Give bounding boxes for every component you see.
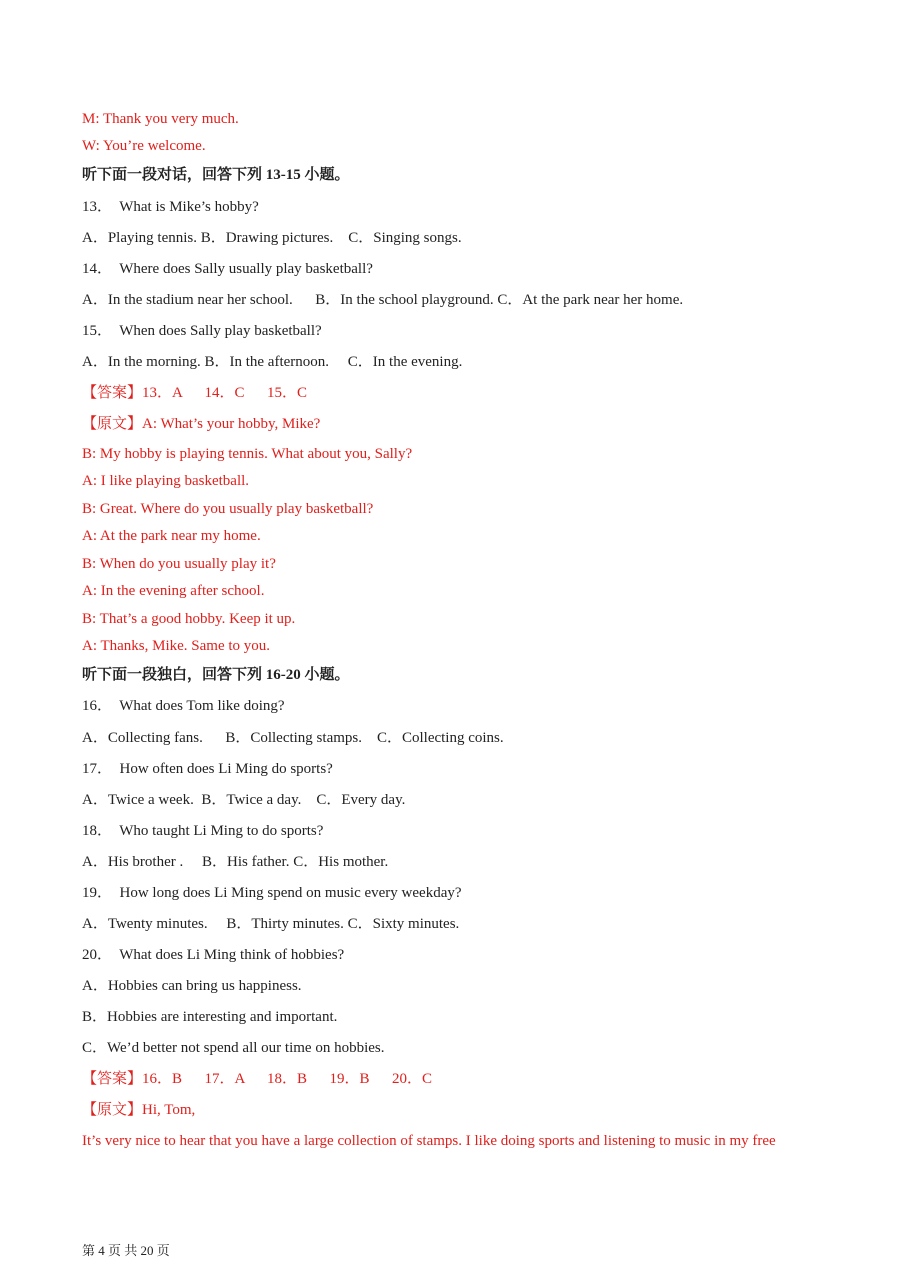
transcript-line: B: My hobby is playing tennis. What about you, Sally?	[82, 446, 413, 462]
transcript-line: A: I like playing basketball.	[82, 473, 250, 489]
transcript-line: A: At the park near my home.	[82, 528, 261, 544]
answer-options: A．Twenty minutes. B．Thirty minutes. C．Sixty minutes.	[82, 916, 460, 932]
question-text: 19． How long does Li Ming spend on music every weekday?	[82, 885, 462, 901]
transcript-line: B: That’s a good hobby. Keep it up.	[82, 611, 296, 627]
answer-options: A．Twice a week. B．Twice a day. C．Every day.	[82, 792, 406, 808]
question-text: 18． Who taught Li Ming to do sports?	[82, 823, 324, 839]
transcript-line: A: Thanks, Mike. Same to you.	[82, 638, 271, 654]
answer-key: 【答案】13．A 14．C 15．C	[82, 385, 308, 401]
question-text: 15． When does Sally play basketball?	[82, 323, 322, 339]
transcript-line: B: When do you usually play it?	[82, 556, 276, 572]
transcript-line: 【原文】A: What’s your hobby, Mike?	[82, 416, 321, 432]
question-text: 16． What does Tom like doing?	[82, 698, 285, 714]
answer-option: A．Hobbies can bring us happiness.	[82, 978, 302, 994]
transcript-line: It’s very nice to hear that you have a large collection of stamps. I like doing sports and listening to music in my free	[82, 1133, 776, 1149]
question-text: 13． What is Mike’s hobby?	[82, 199, 259, 215]
transcript-line: M: Thank you very much.	[82, 111, 239, 127]
answer-options: A．In the morning. B．In the afternoon. C．In the evening.	[82, 354, 463, 370]
question-text: 20． What does Li Ming think of hobbies?	[82, 947, 345, 963]
question-text: 17． How often does Li Ming do sports?	[82, 761, 333, 777]
transcript-line: W: You’re welcome.	[82, 138, 206, 154]
answer-key: 【答案】16．B 17．A 18．B 19．B 20．C	[82, 1071, 433, 1087]
answer-options: A．In the stadium near her school. B．In the school playground. C．At the park near her home.	[82, 292, 684, 308]
transcript-line: B: Great. Where do you usually play basketball?	[82, 501, 374, 517]
question-text: 14． Where does Sally usually play basketball?	[82, 261, 373, 277]
transcript-line: 【原文】Hi, Tom,	[82, 1102, 196, 1118]
answer-option: C．We’d better not spend all our time on hobbies.	[82, 1040, 385, 1056]
answer-options: A．His brother . B．His father. C．His mother.	[82, 854, 389, 870]
section-heading: 听下面一段独白，回答下列 16-20 小题。	[82, 667, 350, 683]
page-footer: 第 4 页 共 20 页	[82, 1243, 170, 1258]
answer-options: A．Playing tennis. B．Drawing pictures. C．Singing songs.	[82, 230, 462, 246]
transcript-line: A: In the evening after school.	[82, 583, 265, 599]
answer-options: A．Collecting fans. B．Collecting stamps. C．Collecting coins.	[82, 730, 504, 746]
answer-option: B．Hobbies are interesting and important.	[82, 1009, 338, 1025]
section-heading: 听下面一段对话，回答下列 13-15 小题。	[82, 167, 350, 183]
